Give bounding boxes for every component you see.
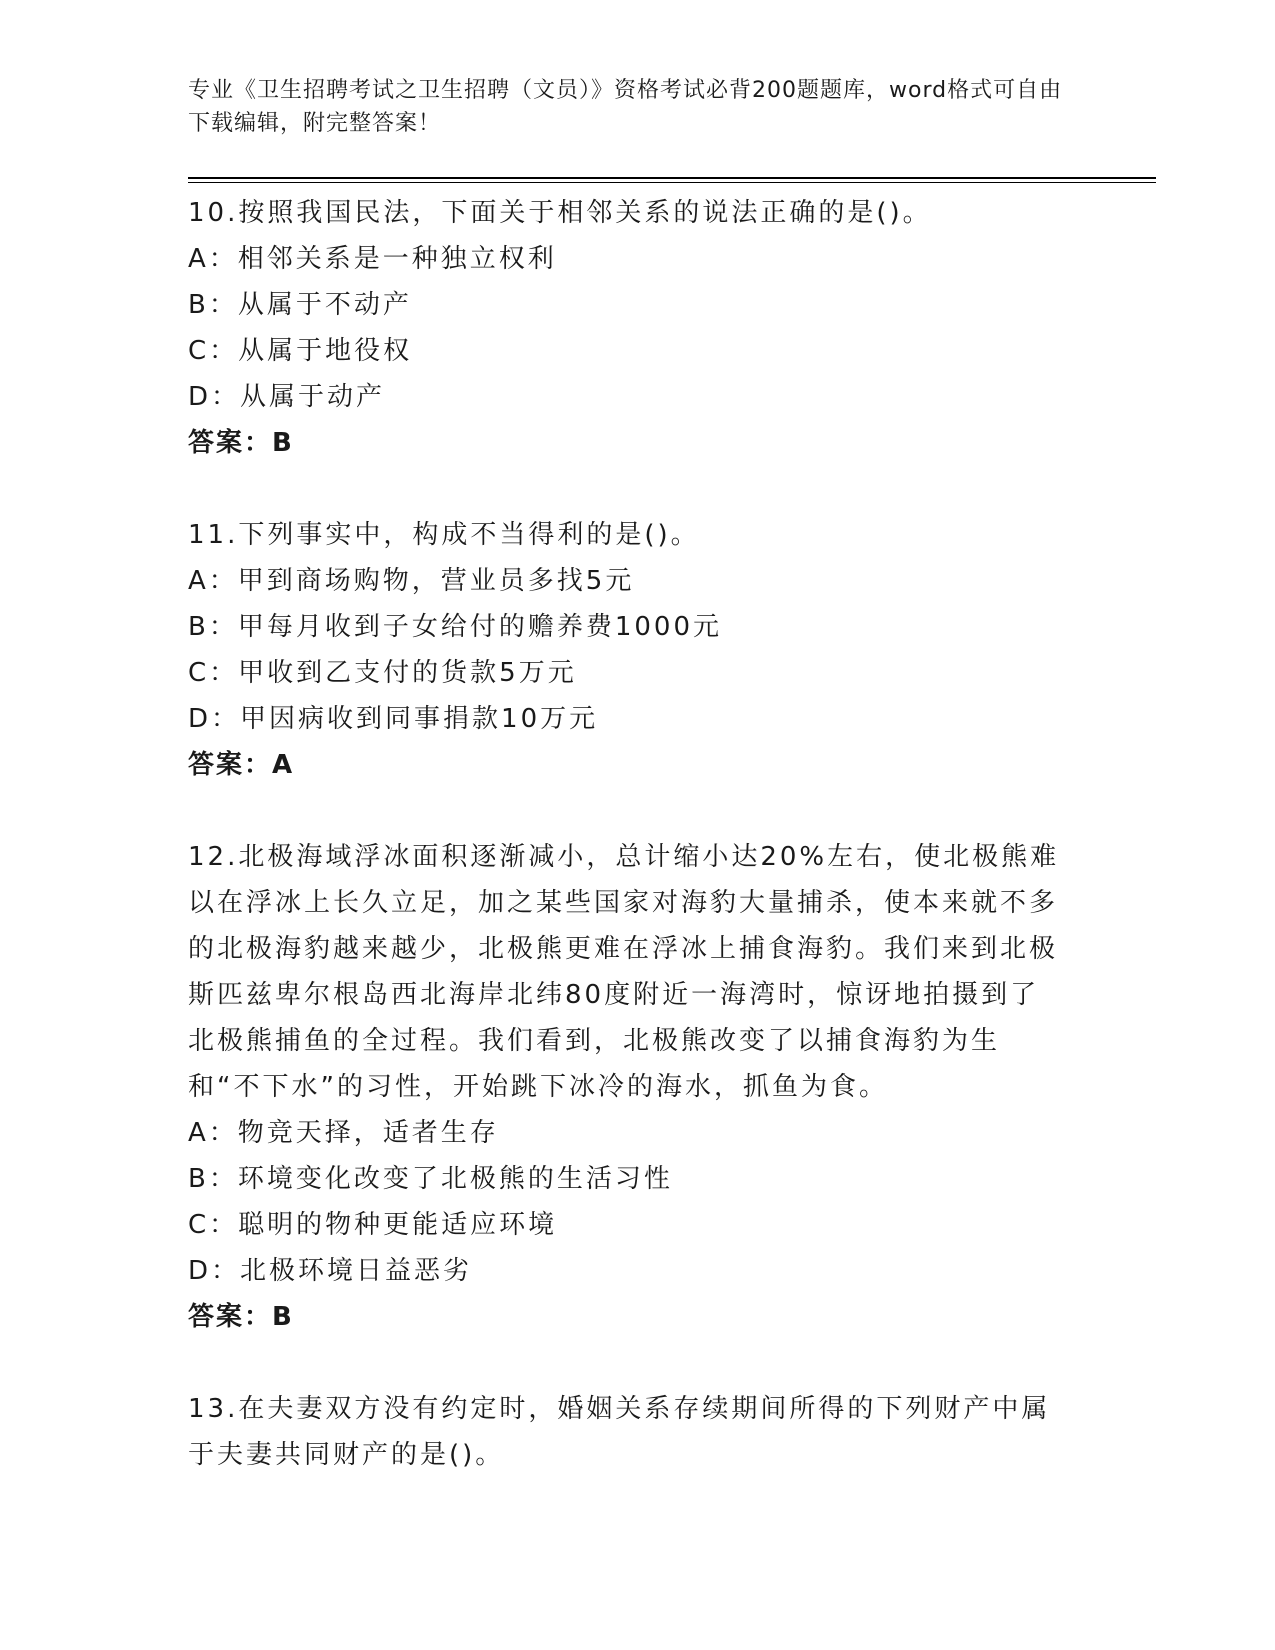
header-text: 专业《卫生招聘考试之卫生招聘（文员）》资格考试必背200题题库，word格式可自由下载编辑，附完整答案！ xyxy=(188,78,1063,136)
answer-label: 答案：B xyxy=(188,428,294,458)
option-c: C：聪明的物种更能适应环境 xyxy=(188,1210,558,1240)
question-12 xyxy=(188,834,1068,1340)
option-c: C：从属于地役权 xyxy=(188,336,413,366)
question-stem: 12.北极海域浮冰面积逐渐减小，总计缩小达20%左右，使北极熊难以在浮冰上长久立足，加之某些国家对海豹大量捕杀，使本来就不多的北极海豹越来越少，北极熊更难在浮冰上捕食海豹。我们来到北极斯匹兹卑尔根岛西北海岸北纬80度附近一海湾时，惊讶地拍摄到了北极熊捕鱼的全过程。我们看到，北极熊改变了以捕食海豹为生和“不下水”的习性，开始跳下冰冷的海水，抓鱼为食。 xyxy=(188,842,1060,1102)
option-b: B：甲每月收到子女给付的赡养费1000元 xyxy=(188,612,723,642)
page-header xyxy=(188,74,1068,140)
option-d: D：甲因病收到同事捐款10万元 xyxy=(188,704,599,734)
question-list xyxy=(188,190,1068,1524)
question-11 xyxy=(188,512,1068,788)
header-rule-thick xyxy=(188,177,1156,179)
option-d: D：北极环境日益恶劣 xyxy=(188,1256,473,1286)
question-stem: 13.在夫妻双方没有约定时，婚姻关系存续期间所得的下列财产中属于夫妻共同财产的是()。 xyxy=(188,1394,1051,1470)
option-a: A：相邻关系是一种独立权利 xyxy=(188,244,557,274)
option-a: A：甲到商场购物，营业员多找5元 xyxy=(188,566,635,596)
option-b: B：环境变化改变了北极熊的生活习性 xyxy=(188,1164,673,1194)
option-d: D：从属于动产 xyxy=(188,382,386,412)
answer-label: 答案：A xyxy=(188,750,295,780)
question-stem: 10.按照我国民法，下面关于相邻关系的说法正确的是()。 xyxy=(188,198,932,228)
option-c: C：甲收到乙支付的货款5万元 xyxy=(188,658,577,688)
answer-label: 答案：B xyxy=(188,1302,294,1332)
option-a: A：物竞天择，适者生存 xyxy=(188,1118,499,1148)
option-b: B：从属于不动产 xyxy=(188,290,412,320)
question-13 xyxy=(188,1386,1068,1478)
header-rule-thin xyxy=(188,182,1156,183)
question-stem: 11.下列事实中，构成不当得利的是()。 xyxy=(188,520,700,550)
question-10 xyxy=(188,190,1068,466)
